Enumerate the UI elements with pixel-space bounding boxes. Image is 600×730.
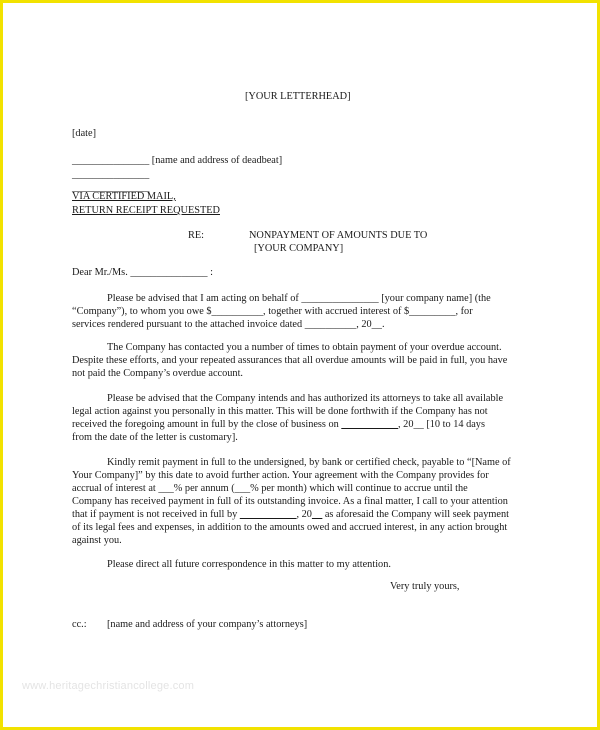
paragraph-text: received the foregoing amount in full by the close of business on [72, 419, 342, 430]
paragraph-text: , 20 [296, 509, 312, 520]
paragraph-line: services rendered pursuant to the attached invoice dated __________, 20__. [72, 319, 385, 330]
paragraph-line: from the date of the letter is customary]. [72, 432, 238, 443]
paragraph-line: of its legal fees and expenses, in addition to the amounts owed and accrued interest, in any action brought [72, 522, 508, 533]
paragraph-line: Company has received payment in full of its outstanding invoice. As a final matter, I call to your attention [72, 496, 508, 507]
paragraph-line: “Company”), to whom you owe $__________, together with accrued interest of $_________, for [72, 306, 473, 317]
paragraph-line: not paid the Company’s overdue account. [72, 368, 243, 379]
re-subject-line2: [YOUR COMPANY] [254, 243, 344, 254]
salutation: Dear Mr./Ms. _______________ : [72, 267, 214, 278]
recipient-address-line: _______________ [72, 182, 150, 193]
watermark: www.heritagechristiancollege.com [22, 680, 195, 692]
paragraph-line [72, 418, 485, 431]
paragraph-line: Your Company]” by this date to avoid further action. Your agreement with the Company provides for [72, 470, 489, 481]
recipient-address-line: _______________ [72, 169, 150, 180]
deadline-blank: ___________ [341, 419, 399, 430]
paragraph-text: , 20__ [10 to 14 days [398, 419, 485, 430]
cc-label: cc.: [72, 619, 87, 630]
paragraph-line: Please direct all future correspondence in this matter to my attention. [107, 559, 391, 570]
paragraph-line: Despite these efforts, and your repeated assurances that all overdue amounts will be paid in full, you have [72, 355, 508, 366]
closing: Very truly yours, [390, 581, 460, 592]
recipient-address-line: _______________ [name and address of deadbeat] [72, 155, 283, 166]
paragraph-line: legal action against you personally in this matter. This will be done forthwith if the Company has not [72, 406, 488, 417]
letter-page [4, 4, 594, 726]
paragraph-line: Please be advised that the Company intends and has authorized its attorneys to take all available [107, 393, 504, 404]
payment-deadline-blank: ___________ [239, 509, 297, 520]
paragraph-line: Kindly remit payment in full to the undersigned, by bank or certified check, payable to “[Name of [107, 457, 511, 468]
delivery-method-line1: VIA CERTIFIED MAIL, [72, 191, 176, 202]
re-subject-line1: NONPAYMENT OF AMOUNTS DUE TO [249, 230, 428, 241]
date-field: [date] [72, 128, 97, 139]
paragraph-line: against you. [72, 535, 122, 546]
paragraph-line: The Company has contacted you a number of times to obtain payment of your overdue account. [107, 342, 502, 353]
re-label: RE: [188, 230, 205, 241]
cc-value: [name and address of your company’s attorneys] [107, 619, 308, 630]
paragraph-line [72, 508, 509, 521]
delivery-method-line2: RETURN RECEIPT REQUESTED [72, 205, 220, 216]
paragraph-line: accrual of interest at ___% per annum (___% per month) which will continue to accrue until the [72, 483, 468, 494]
paragraph-text: that if payment is not received in full by [72, 509, 240, 520]
paragraph-text: as aforesaid the Company will seek payment [322, 509, 509, 520]
year-blank: __ [311, 509, 323, 520]
paragraph-line: Please be advised that I am acting on behalf of _______________ [your company name] (the [107, 293, 491, 304]
letterhead: [YOUR LETTERHEAD] [245, 91, 351, 102]
